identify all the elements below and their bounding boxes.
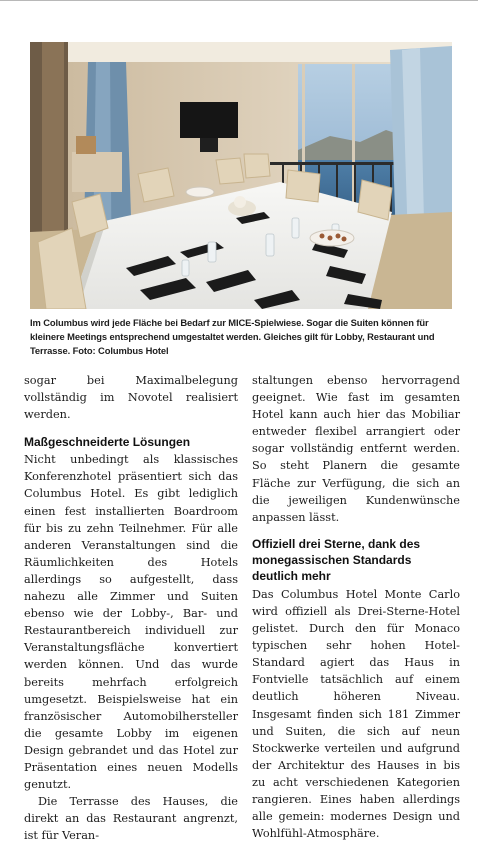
conference-room-photo (30, 42, 452, 309)
section-heading: Offiziell drei Sterne, dank des monegassischen Standards deutlich mehr (252, 536, 421, 583)
article-column-right (252, 372, 460, 842)
photo-caption: Im Columbus wird jede Fläche bei Bedarf zur MICE-Spielwiese. Sogar die Suiten können für kleinere Meetings entsprechend umgestaltet werden. Gleiches gilt für Lobby, Restaurant und Terrasse. Foto: Columbus Hotel (30, 317, 435, 356)
article-column-left (24, 372, 238, 844)
paragraph: sogar bei Maximalbelegung vollständig im Novotel realisiert werden. (24, 374, 238, 422)
paragraph: Die Terrasse des Hauses, die direkt an das Restaurant angrenzt, ist für Veran- (24, 795, 238, 843)
paragraph: Das Columbus Hotel Monte Carlo wird offiziell als Drei-Sterne-Hotel gelistet. Durch den für Monaco typischen sehr hohen Hotel-Standard agiert das Haus in Fontvielle tatsächlich auf einem deutlich höheren Niveau. Insgesamt finden sich 181 Zimmer und Suiten, die sich auf neun Stockwerke verteilen und aufgrund der Architektur des Hauses in bis zu acht verschiedenen Kategorien rangieren. Eines haben allerdings alle gemein: modernes Design und Wohlfühl-Atmosphäre. (252, 587, 460, 841)
paragraph: Nicht unbedingt als klassisches Konferenzhotel präsentiert sich das Columbus Hotel. Es gibt lediglich einen fest installierten Boardroom für bis zu zehn Teilnehmer. Für alle anderen Veranstaltungen sind die Räumlichkeiten des Hotels allerdings so aufgestellt, dass nahezu alle Zimmer und Suiten ebenso wie der Lobby-, Bar- und Restaurantbereich individuell zur Veranstaltungsfläche konvertiert werden können. Und das wurde bereits mehrfach erfolgreich umgesetzt. Beispielsweise hat ein französischer Automobilhersteller die gesamte Lobby im eigenen Design gebrandet und das Hotel zur Präsentation eines neuen Modells genutzt. (24, 453, 238, 792)
top-rule (0, 0, 478, 1)
paragraph: staltungen ebenso hervorragend geeignet. Wie fast im gesamten Hotel kann auch hier das Mobiliar entweder flexibel arrangiert oder sogar vollständig entfernt werden. So steht Planern die gesamte Fläche zur Verfügung, die sich an die jeweiligen Kundenwünsche anpassen lässt. (252, 374, 460, 524)
section-heading: Maßgeschneiderte Lösungen (24, 435, 191, 450)
